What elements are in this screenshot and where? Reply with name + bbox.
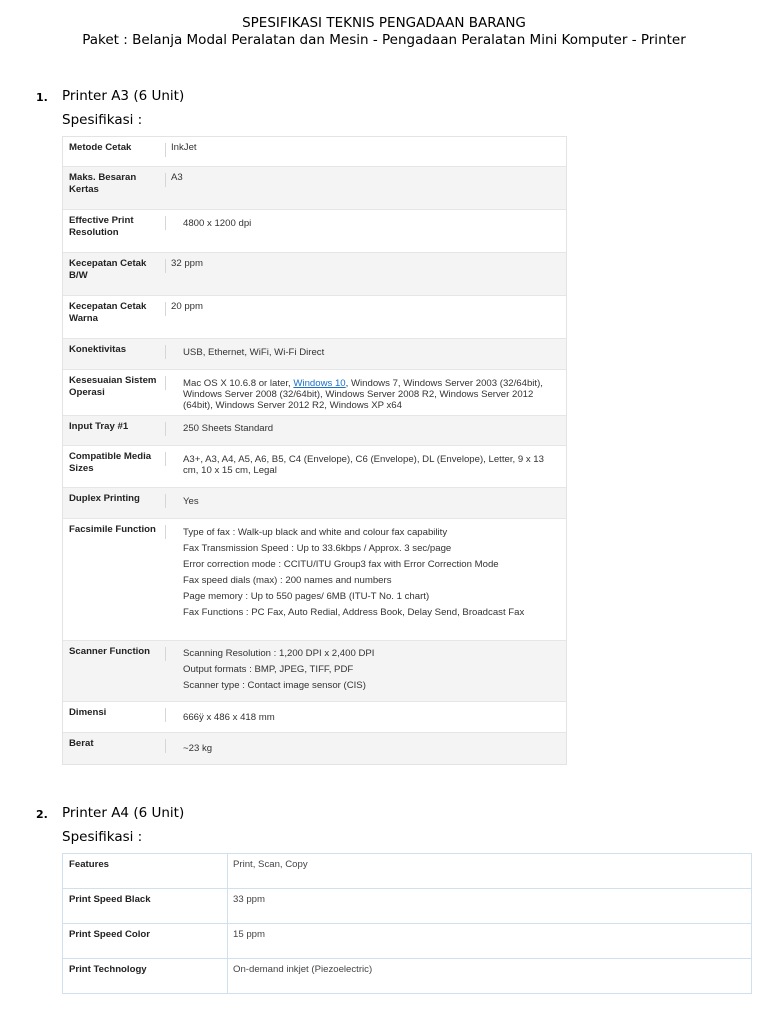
windows-10-link[interactable]: Windows 10 — [293, 378, 346, 389]
column-divider — [165, 708, 166, 722]
table-row — [63, 488, 566, 519]
row-value — [183, 378, 561, 411]
table-row — [63, 253, 566, 296]
os-text-1: Mac OS X 10.6.8 or later, — [183, 378, 294, 389]
row-label: Compatible Media Sizes — [69, 451, 152, 474]
row-label: Input Tray #1 — [69, 421, 129, 432]
table-row — [63, 210, 566, 253]
table-row — [63, 702, 566, 733]
row-value: On-demand inkjet (Piezoelectric) — [233, 964, 373, 975]
row-value: Yes — [183, 496, 199, 507]
row-label: Kesesuaian Sistem Operasi — [69, 375, 157, 398]
row-value: 4800 x 1200 dpi — [183, 218, 252, 229]
fax-line: Fax speed dials (max) : 200 names and numbers — [183, 575, 392, 586]
column-divider — [165, 452, 166, 466]
table-row — [63, 296, 566, 339]
row-value — [183, 527, 561, 618]
column-divider — [227, 889, 228, 923]
row-label: Metode Cetak — [69, 142, 132, 153]
row-value: USB, Ethernet, WiFi, Wi-Fi Direct — [183, 347, 325, 358]
row-value: 666ÿ x 486 x 418 mm — [183, 712, 275, 723]
column-divider — [165, 494, 166, 508]
column-divider — [165, 173, 166, 187]
document-title: SPESIFIKASI TEKNIS PENGADAAN BARANG — [242, 15, 526, 31]
row-label: Features — [69, 859, 109, 870]
column-divider — [227, 959, 228, 993]
row-value: 250 Sheets Standard — [183, 423, 274, 434]
column-divider — [165, 216, 166, 230]
row-label: Maks. Besaran Kertas — [69, 172, 137, 195]
row-value: InkJet — [171, 142, 197, 153]
spec-table-printer-a4 — [62, 853, 752, 994]
table-row — [63, 924, 751, 959]
row-value: 20 ppm — [171, 301, 203, 312]
row-label: Berat — [69, 738, 94, 749]
section-1-number: 1. — [36, 91, 48, 104]
table-row — [63, 446, 566, 488]
spec-table-printer-a3 — [62, 136, 567, 765]
fax-line: Fax Functions : PC Fax, Auto Redial, Address Book, Delay Send, Broadcast Fax — [183, 607, 525, 618]
row-label: Dimensi — [69, 707, 107, 718]
column-divider — [165, 302, 166, 316]
section-1-title: Printer A3 (6 Unit) — [62, 88, 185, 104]
document-subtitle: Paket : Belanja Modal Peralatan dan Mesin - Pengadaan Peralatan Mini Komputer - Printer — [82, 32, 686, 48]
scanner-line: Output formats : BMP, JPEG, TIFF, PDF — [183, 664, 354, 675]
table-row — [63, 854, 751, 889]
row-value: ~23 kg — [183, 743, 213, 754]
table-row — [63, 733, 566, 764]
row-label: Print Technology — [69, 964, 147, 975]
row-value — [183, 648, 561, 691]
column-divider — [227, 854, 228, 888]
row-label: Konektivitas — [69, 344, 127, 355]
table-row — [63, 641, 566, 702]
column-divider — [165, 376, 166, 390]
column-divider — [165, 345, 166, 359]
row-label: Scanner Function — [69, 646, 151, 657]
table-row — [63, 959, 751, 993]
fax-line: Type of fax : Walk-up black and white and colour fax capability — [183, 527, 448, 538]
table-row — [63, 519, 566, 641]
row-value: 33 ppm — [233, 894, 265, 905]
section-1-spec-label: Spesifikasi : — [62, 112, 143, 128]
row-value: Print, Scan, Copy — [233, 859, 308, 870]
scanner-line: Scanning Resolution : 1,200 DPI x 2,400 DPI — [183, 648, 375, 659]
row-value: A3+, A3, A4, A5, A6, B5, C4 (Envelope), C6 (Envelope), DL (Envelope), Letter, 9 x 13 cm, 10 x 15 cm, Legal — [183, 454, 544, 476]
column-divider — [165, 259, 166, 273]
column-divider — [165, 422, 166, 436]
row-label: Print Speed Color — [69, 929, 151, 940]
fax-line: Error correction mode : CCITU/ITU Group3 fax with Error Correction Mode — [183, 559, 499, 570]
row-value: 15 ppm — [233, 929, 265, 940]
row-value: 32 ppm — [171, 258, 203, 269]
column-divider — [165, 143, 166, 157]
table-row — [63, 167, 566, 210]
column-divider — [227, 924, 228, 958]
scanner-line: Scanner type : Contact image sensor (CIS) — [183, 680, 366, 691]
fax-line: Page memory : Up to 550 pages/ 6MB (ITU-T No. 1 chart) — [183, 591, 430, 602]
section-2-spec-label: Spesifikasi : — [62, 829, 143, 845]
row-label: Kecepatan Cetak Warna — [69, 301, 147, 324]
column-divider — [165, 739, 166, 753]
row-label: Kecepatan Cetak B/W — [69, 258, 147, 281]
table-row — [63, 370, 566, 416]
row-label: Facsimile Function — [69, 524, 156, 535]
table-row — [63, 137, 566, 167]
fax-line: Fax Transmission Speed : Up to 33.6kbps / Approx. 3 sec/page — [183, 543, 452, 554]
row-label: Effective Print Resolution — [69, 215, 134, 238]
row-value: A3 — [171, 172, 183, 183]
column-divider — [165, 525, 166, 539]
table-row — [63, 889, 751, 924]
row-label: Print Speed Black — [69, 894, 151, 905]
column-divider — [165, 647, 166, 661]
table-row — [63, 339, 566, 370]
section-2-title: Printer A4 (6 Unit) — [62, 805, 185, 821]
table-row — [63, 416, 566, 446]
row-label: Duplex Printing — [69, 493, 140, 504]
section-2-number: 2. — [36, 808, 48, 821]
os-text-2: , Windows 7, Windows Server 2003 (32/64bit), Windows Server 2008 (32/64bit), Windows Server 2008 R2, Windows Server 2012 (64bit), Windows Server 2012 R2, Windows XP x64 — [183, 378, 543, 411]
